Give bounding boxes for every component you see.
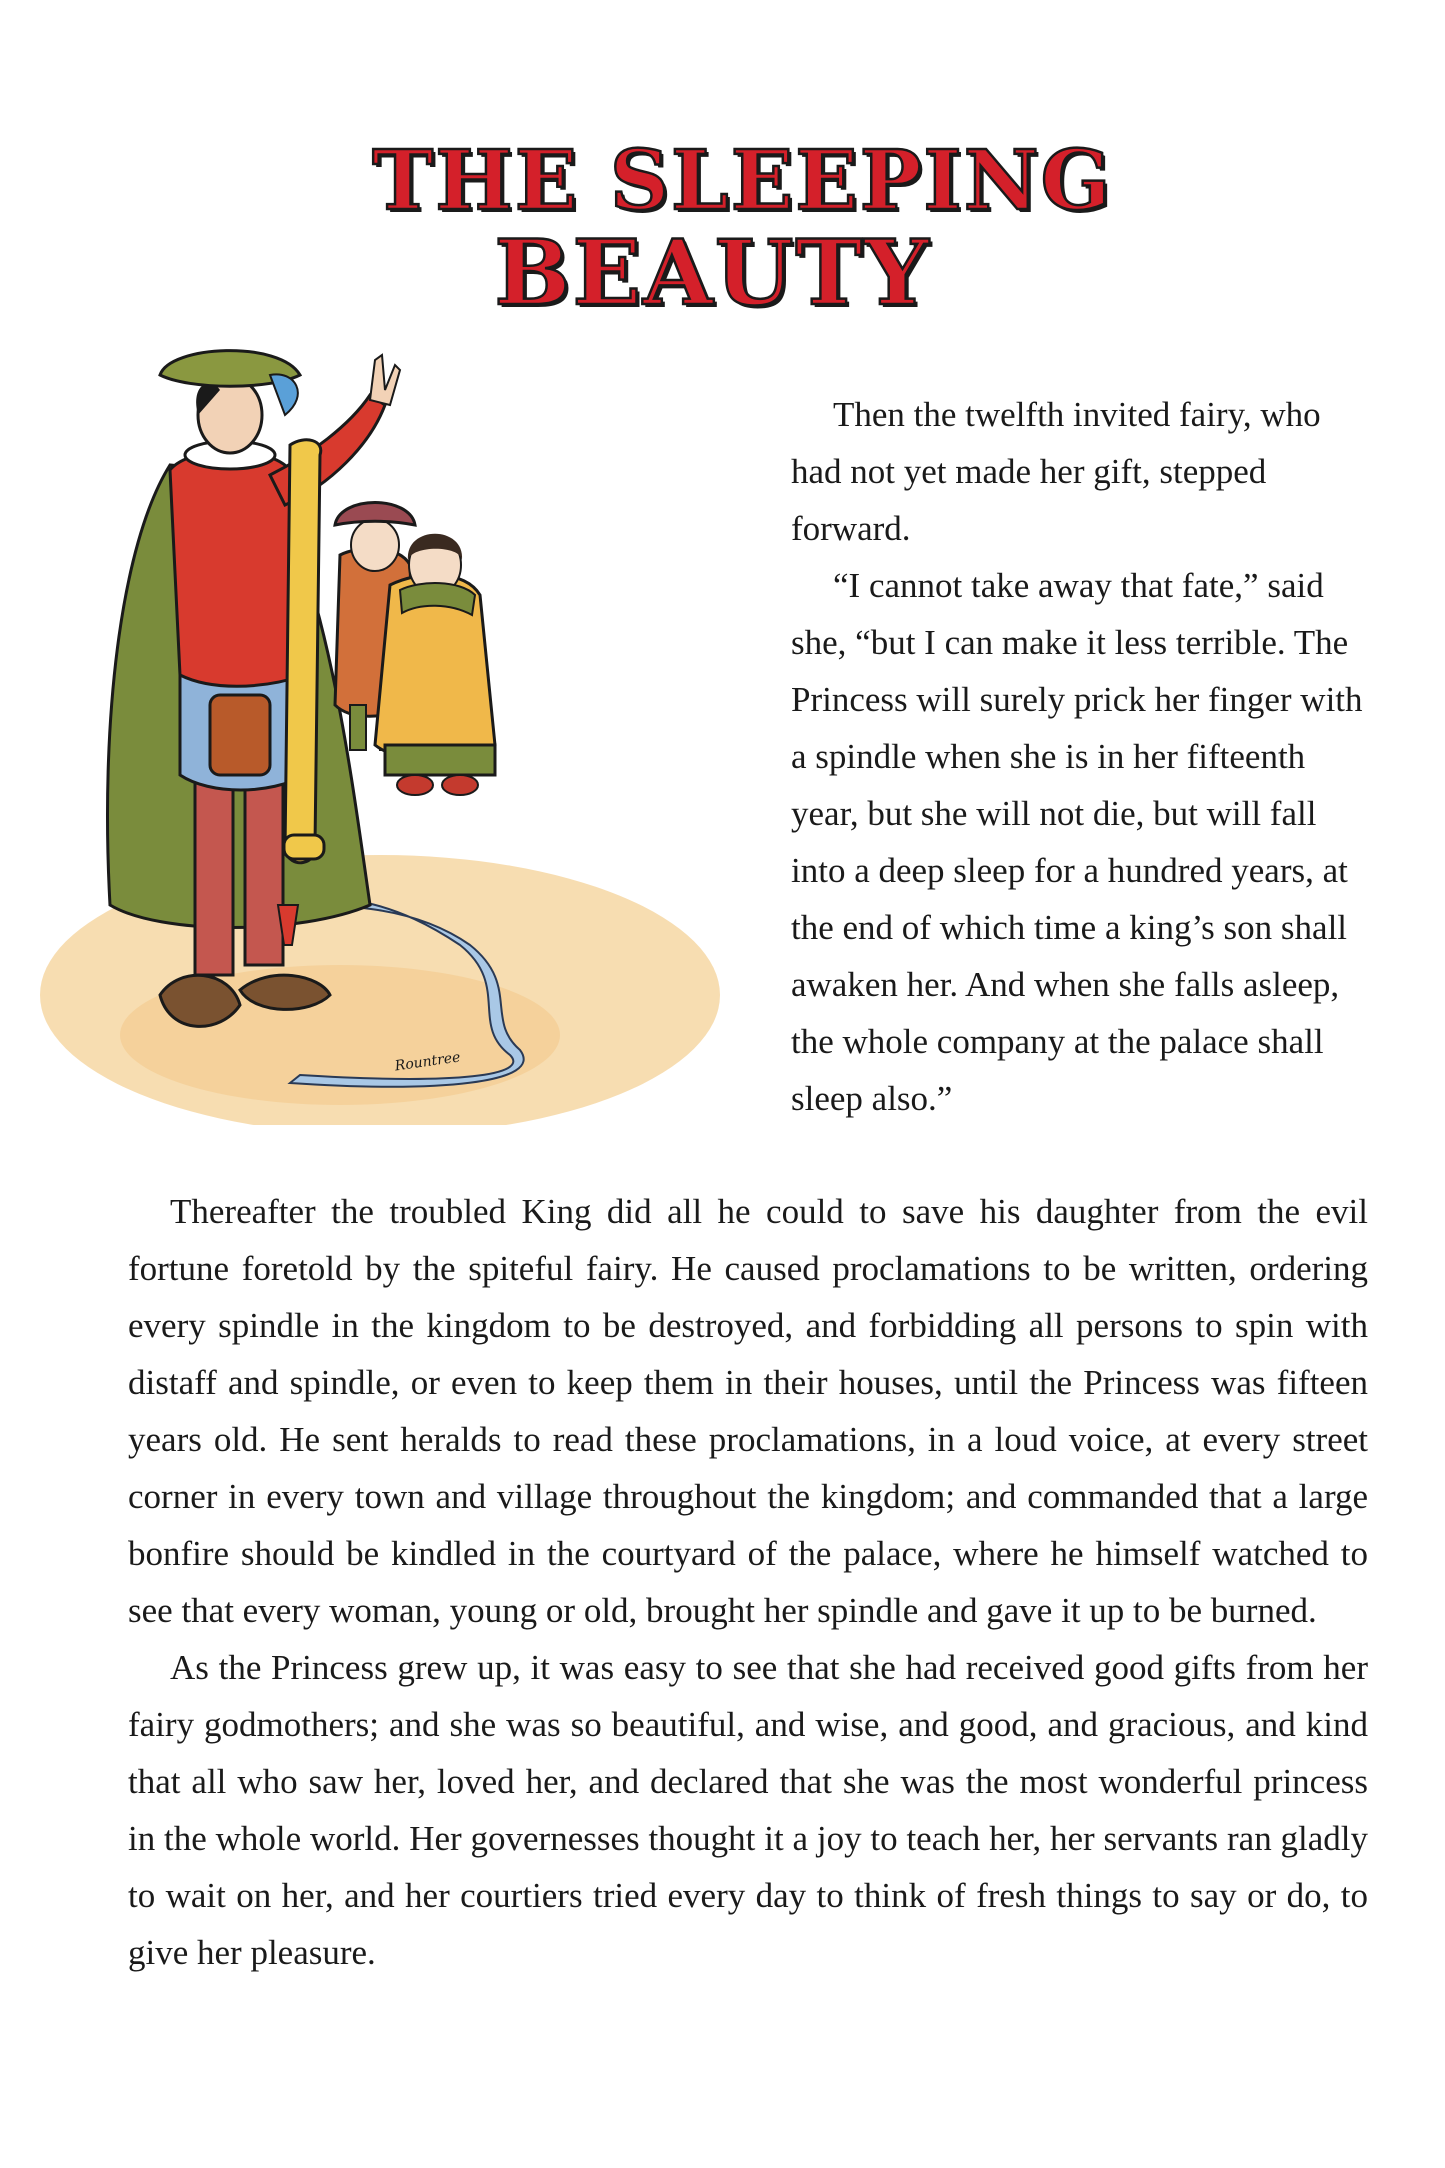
artist-signature: Rountree (393, 1049, 462, 1075)
paragraph: As the Princess grew up, it was easy to see that she had received good gifts from her fairy godmothers; and she was so beautiful, and wise, and good, and gracious, and kind that all who saw her, loved her, and declared that she was the most wonderful princess in the whole world. Her governesses thought it a joy to teach her, her servants ran gladly to wait on her, and her courtiers tried every day to think of fresh things to say or do, to give her pleasure. (128, 1648, 1368, 1972)
paragraph: Thereafter the troubled King did all he could to save his daughter from the evil fortune foretold by the spiteful fairy. He caused proclamations to be written, ordering every spindle in the kingdom to be destroyed, and forbidding all persons to spin with distaff and spindle, or even to keep them in their houses, until the Princess was fifteen years old. He sent heralds to read these proclamations, in a loud voice, at every street corner in every town and village throughout the kingdom; and commanded that a large bonfire should be kindled in the courtyard of the palace, where he himself watched to see that every woman, young or old, brought her spindle and gave it up to be burned. (128, 1192, 1368, 1630)
body-text (128, 1183, 1368, 1981)
scroll (285, 440, 321, 863)
herald-illustration (40, 345, 740, 1125)
title-line-2: BEAUTY (494, 220, 931, 326)
paragraph: “I cannot take away that fate,” said she, “but I can make it less terrible. The Princess will surely prick her finger with a spindle when she is in her fifteenth year, but she will not die, but will fall into a deep sleep for a hundred years, at the end of which time a king’s son shall awaken her. And when she falls asleep, the whole company at the palace shall sleep also.” (791, 566, 1363, 1118)
page-title (0, 133, 1445, 326)
paragraph: Then the twelfth invited fairy, who had not yet made her gift, stepped forward. (791, 395, 1321, 548)
side-column-text (791, 386, 1371, 1127)
title-line-1: THE SLEEPING (372, 133, 1113, 229)
